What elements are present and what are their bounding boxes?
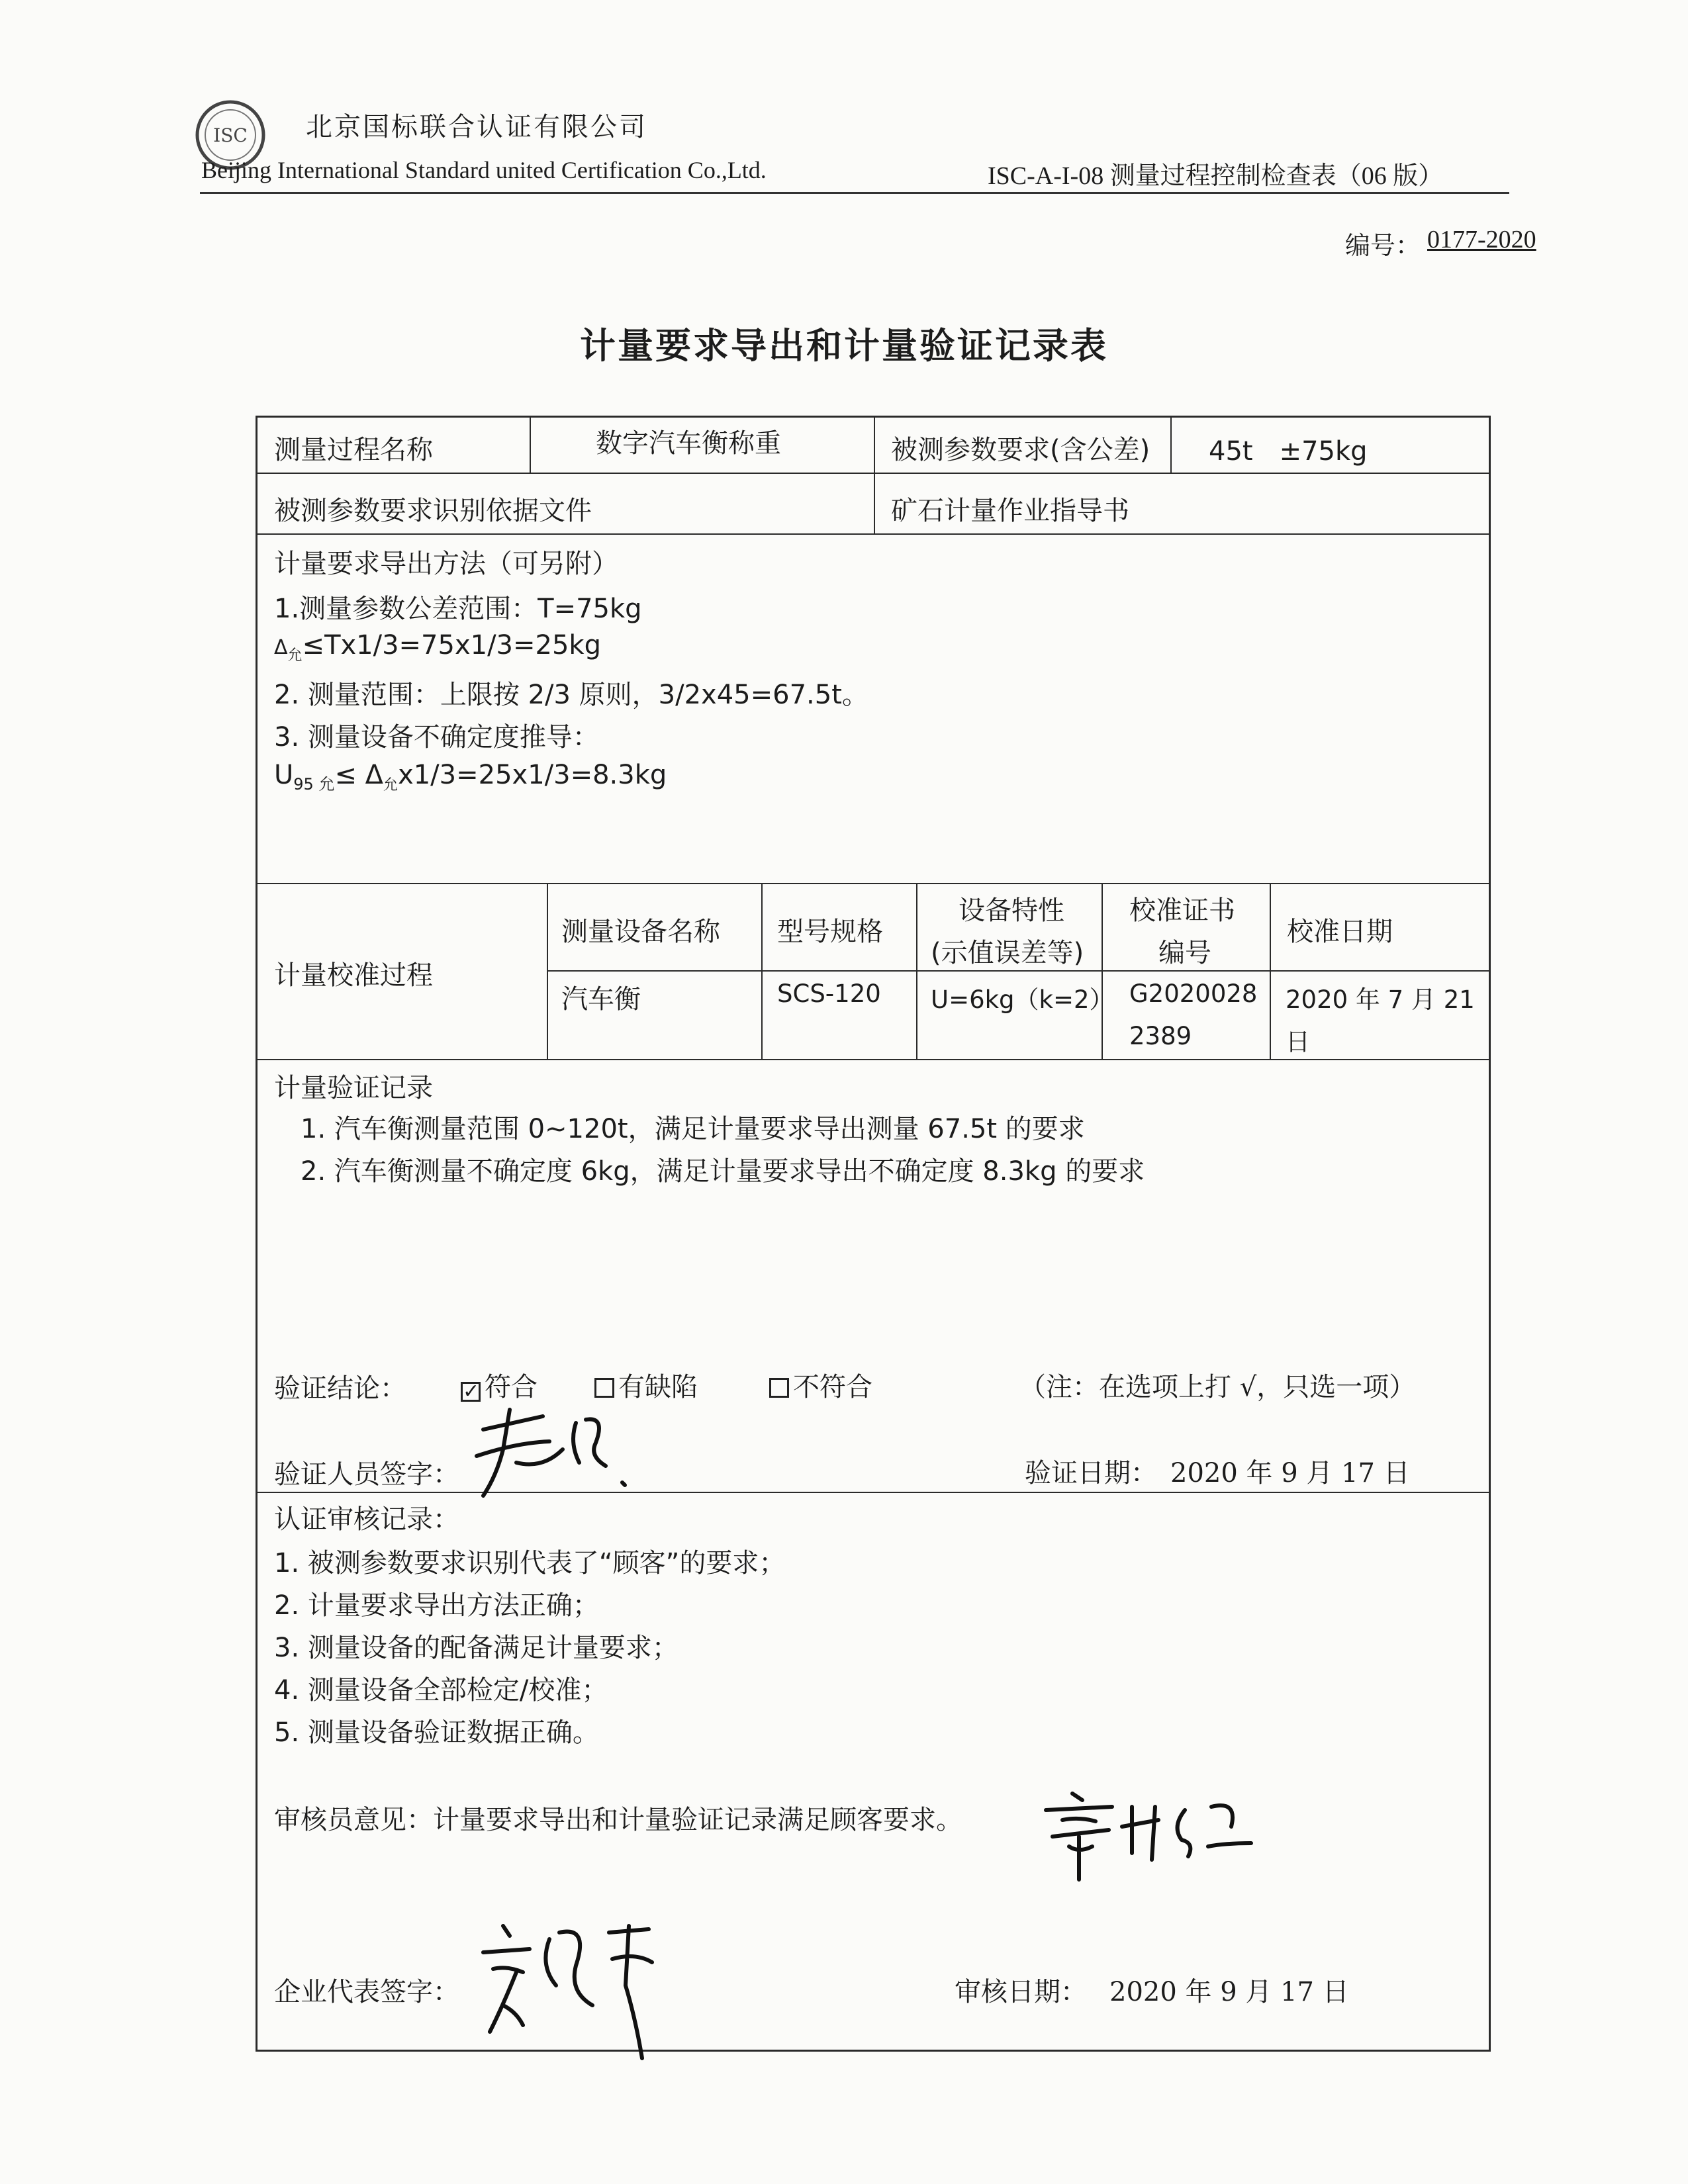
table-line [874,416,875,533]
leq-delta: ≤ Δ [334,760,384,790]
audit-item: 5. 测量设备验证数据正确。 [274,1717,599,1748]
option-nonconform [769,1366,872,1404]
col-characteristic: 设备特性 [959,895,1064,926]
basis-doc-value: 矿石计量作业指导书 [891,496,1129,526]
delta-symbol: Δ [274,636,288,659]
derivation-line-5 [274,760,667,794]
calibration-section-label: 计量校准过程 [274,960,433,991]
table-line [547,970,1491,972]
audit-item: 4. 测量设备全部检定/校准； [274,1675,608,1706]
cell-cert-1: G2020028 [1129,979,1258,1008]
param-requirement-label: 被测参数要求(含公差) [891,435,1150,465]
col-device-name: 测量设备名称 [561,917,720,947]
option-conform [461,1366,538,1404]
table-line [761,883,763,1059]
derivation-line-2 [274,630,601,664]
doc-number: 0177-2020 [1427,226,1536,253]
cell-device: 汽车衡 [561,984,641,1015]
table-line [1102,883,1103,1059]
verification-heading: 计量验证记录 [274,1073,433,1103]
verification-date: 2020 年 9 月 17 日 [1170,1458,1410,1488]
cell-date-2: 日 [1286,1028,1310,1056]
audit-item: 2. 计量要求导出方法正确； [274,1590,599,1621]
process-name-label: 测量过程名称 [274,435,433,465]
cell-characteristic: U=6kg（k=2） [931,985,1114,1014]
audit-item: 1. 被测参数要求识别代表了“顾客”的要求； [274,1548,786,1578]
table-line [916,883,917,1059]
table-line [256,883,1491,884]
doc-number-label: 编号： [1345,231,1421,260]
table-line [256,1059,1491,1060]
page-title: 计量要求导出和计量验证记录表 [580,325,1108,367]
audit-date-label: 审核日期： [955,1977,1087,2007]
col-characteristic-sub: (示值误差等) [931,938,1084,968]
uncertainty-formula: x1/3=25x1/3=8.3kg [398,760,667,790]
option-defect-label: 有缺陷 [618,1372,698,1402]
table-line [256,473,1491,474]
col-model: 型号规格 [777,917,883,947]
col-cert-sub: 编号 [1158,938,1211,968]
logo-text: ISC [213,124,248,146]
option-nonconform-label: 不符合 [793,1372,872,1402]
check-mark: ✓ [463,1380,480,1403]
form-code: ISC-A-I-08 测量过程控制检查表（06 版） [988,162,1444,190]
verification-item-2: 2. 汽车衡测量不确定度 6kg，满足计量要求导出不确定度 8.3kg 的要求 [301,1156,1145,1187]
derivation-line-4: 3. 测量设备不确定度推导： [274,722,599,752]
header-divider [200,192,1509,194]
checkbox-nonconform[interactable] [769,1378,789,1398]
col-cal-date: 校准日期 [1287,917,1393,947]
cell-date-1: 2020 年 7 月 21 [1286,985,1475,1014]
table-line [547,883,548,1059]
audit-date: 2020 年 9 月 17 日 [1109,1977,1349,2007]
audit-heading: 认证审核记录： [274,1504,459,1535]
table-line [1270,883,1271,1059]
derivation-line-1: 1.测量参数公差范围：T=75kg [274,594,642,624]
verification-item-1: 1. 汽车衡测量范围 0~120t，满足计量要求导出测量 67.5t 的要求 [301,1114,1085,1144]
basis-doc-label: 被测参数要求识别依据文件 [274,496,592,526]
auditor-signature [1033,1780,1271,1886]
derivation-formula: ≤Tx1/3=75x1/3=25kg [302,630,601,660]
enterprise-rep-signature [477,1913,662,2065]
verifier-signature-label: 验证人员签字： [274,1459,459,1490]
subscript: 允 [287,647,303,664]
cell-cert-2: 2389 [1129,1022,1192,1050]
table-line [256,1492,1491,1493]
company-name-en: Beijing International Standard united Certification Co.,Ltd. [201,157,767,183]
u-symbol: U [274,760,294,790]
option-defect [594,1366,698,1404]
auditor-opinion: 审核员意见：计量要求导出和计量验证记录满足顾客要求。 [274,1805,962,1835]
subscript: 允 [383,777,399,794]
enterprise-rep-label: 企业代表签字： [274,1977,459,2007]
table-line [1170,416,1172,473]
audit-item: 3. 测量设备的配备满足计量要求； [274,1633,679,1663]
conclusion-label: 验证结论： [274,1373,406,1404]
table-line [530,416,531,473]
selection-note: （注：在选项上打 √，只选一项） [1019,1372,1416,1402]
verifier-signature [463,1403,649,1502]
subscript: 95 允 [293,775,335,794]
param-requirement-value: 45t ±75kg [1209,436,1368,467]
process-name-value: 数字汽车衡称重 [596,428,781,459]
cell-model: SCS-120 [777,979,881,1008]
checkbox-conform-checked[interactable] [461,1382,481,1402]
derivation-heading: 计量要求导出方法（可另附） [274,549,618,579]
table-line [256,533,1491,535]
checkbox-defect[interactable] [594,1378,614,1398]
col-cert: 校准证书 [1129,895,1235,926]
verification-date-label: 验证日期： [1025,1458,1157,1488]
derivation-line-3: 2. 测量范围：上限按 2/3 原则，3/2x45=67.5t。 [274,680,868,710]
company-name-cn: 北京国标联合认证有限公司 [306,112,647,142]
option-conform-label: 符合 [485,1372,538,1402]
